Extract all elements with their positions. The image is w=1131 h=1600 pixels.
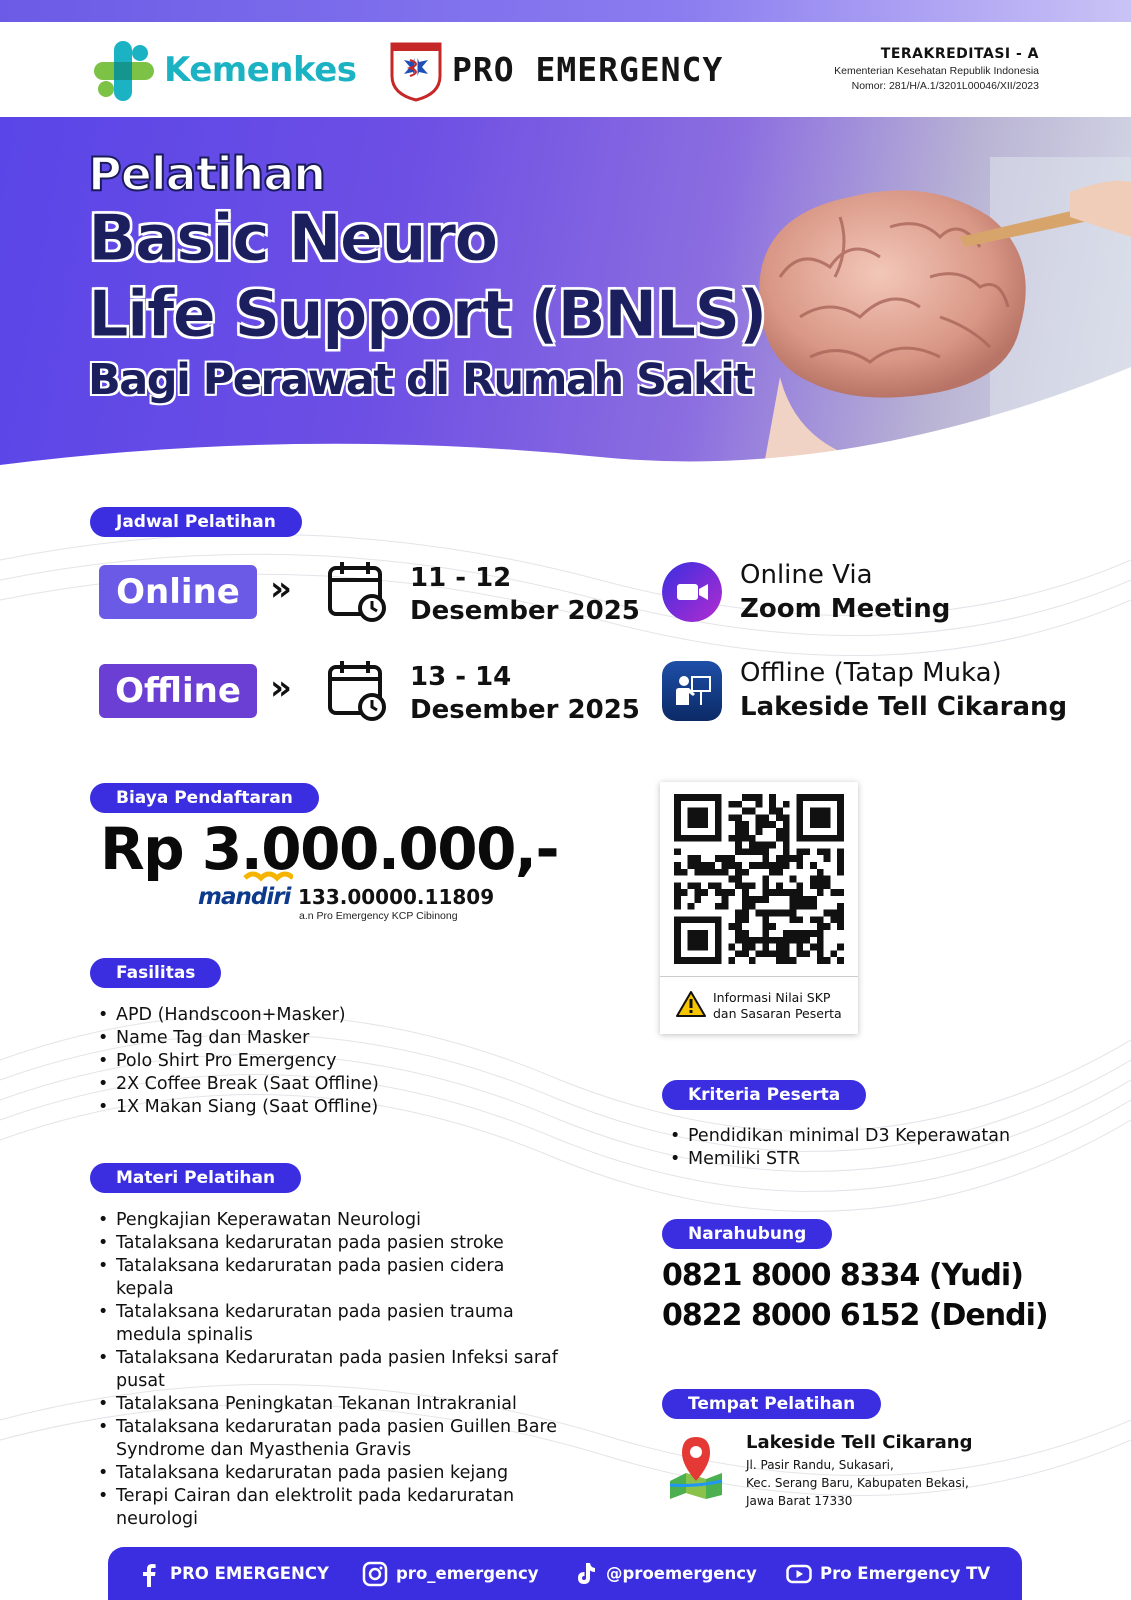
contact-phone-dendi[interactable]: 0822 8000 6152 (Dendi) [662,1298,1048,1333]
place-address [746,1456,969,1510]
qr-divider [660,976,858,977]
criteria-list [670,1125,1070,1171]
list-item: • Pengkajian Keperawatan Neurologi [98,1209,560,1232]
offline-mode-box: Offline [99,664,257,718]
qr-card[interactable] [660,782,858,1034]
title-life-support: Life Support (BNLS) [88,278,766,352]
place-label: Tempat Pelatihan [662,1389,881,1419]
youtube-handle: Pro Emergency TV [820,1564,991,1583]
top-strip [0,0,1131,22]
offline-venue-line2: Lakeside Tell Cikarang [740,692,1068,722]
place-name: Lakeside Tell Cikarang [746,1432,973,1453]
youtube-link[interactable] [786,1561,990,1587]
facebook-link[interactable] [136,1561,329,1587]
calendar-clock-icon [326,659,388,721]
facilities-list [98,1004,518,1119]
facebook-handle: PRO EMERGENCY [170,1564,329,1583]
list-item: • 2X Coffee Break (Saat Offline) [98,1073,518,1096]
fee-amount: Rp 3.000.000,- [100,815,559,883]
online-venue-line1: Online Via [740,560,873,590]
list-item: • Tatalaksana kedaruratan pada pasien Guillen Bare Syndrome dan Myasthenia Gravis [98,1416,560,1462]
accreditation-block [834,46,1039,92]
list-item: • Memiliki STR [670,1148,1070,1171]
instagram-link[interactable] [362,1561,539,1587]
offline-chevron: » [270,668,292,708]
social-footer [108,1547,1022,1600]
accreditation-body: Kementerian Kesehatan Republik Indonesia [834,65,1039,77]
offline-day-range: 13 - 14 [410,662,512,692]
tiktok-icon [572,1561,598,1587]
online-chevron: » [270,569,292,609]
list-item: • Terapi Cairan dan elektrolit pada kedaruratan neurologi [98,1485,560,1531]
online-mode-box: Online [99,565,257,619]
pro-emergency-logo-icon [388,40,444,102]
accreditation-number: Nomor: 281/H/A.1/3201L00046/XII/2023 [851,80,1039,92]
youtube-icon [786,1561,812,1587]
qr-code-icon[interactable] [674,794,844,964]
calendar-clock-icon [326,560,388,622]
offline-venue-line1: Offline (Tatap Muka) [740,658,1002,688]
pro-emergency-wordmark: PRO EMERGENCY [452,50,724,89]
materials-label: Materi Pelatihan [90,1163,301,1193]
tiktok-handle: @proemergency [606,1564,757,1583]
bank-name: mandiri [198,884,291,910]
schedule-label: Jadwal Pelatihan [90,507,302,537]
online-dates [410,562,640,628]
account-name: a.n Pro Emergency KCP Cibinong [299,910,458,922]
accreditation-title: TERAKREDITASI - A [880,46,1039,62]
title-pelatihan: Pelatihan [88,147,326,201]
online-venue-line2: Zoom Meeting [740,594,951,624]
kemenkes-logo-icon [92,39,156,103]
facebook-icon [136,1561,162,1587]
warning-icon [676,990,706,1018]
title-basic-neuro: Basic Neuro [88,202,497,276]
hero-title [88,147,766,407]
account-number: 133.00000.11809 [298,885,495,909]
criteria-label: Kriteria Peserta [662,1080,866,1110]
list-item: • Polo Shirt Pro Emergency [98,1050,518,1073]
qr-caption [713,990,842,1022]
presentation-icon [662,661,722,721]
list-item: • Tatalaksana Peningkatan Tekanan Intrakranial [98,1393,560,1416]
kemenkes-wordmark: Kemenkes [164,50,357,90]
instagram-handle: pro_emergency [396,1564,539,1583]
list-item: • 1X Makan Siang (Saat Offline) [98,1096,518,1119]
tiktok-link[interactable] [572,1561,757,1587]
contact-label: Narahubung [662,1219,832,1249]
materials-list [98,1209,560,1531]
list-item: • Tatalaksana kedaruratan pada pasien trauma medula spinalis [98,1301,560,1347]
contact-phone-yudi[interactable]: 0821 8000 8334 (Yudi) [662,1258,1023,1293]
zoom-camera-icon [662,562,722,622]
header [0,22,1131,117]
qr-caption-line2: dan Sasaran Peserta [713,1006,842,1021]
list-item: • Tatalaksana Kedaruratan pada pasien Infeksi saraf pusat [98,1347,560,1393]
list-item: • Pendidikan minimal D3 Keperawatan [670,1125,1070,1148]
online-month: Desember 2025 [410,596,640,626]
online-day-range: 11 - 12 [410,563,512,593]
offline-dates [410,661,640,727]
facilities-label: Fasilitas [90,958,221,988]
place-address-line3: Jawa Barat 17330 [746,1494,853,1508]
list-item: • Tatalaksana kedaruratan pada pasien stroke [98,1232,560,1255]
place-address-line1: Jl. Pasir Randu, Sukasari, [746,1458,894,1472]
qr-caption-line1: Informasi Nilai SKP [713,990,831,1005]
qr-modules [674,794,844,964]
instagram-icon [362,1561,388,1587]
place-address-line2: Kec. Serang Baru, Kabupaten Bekasi, [746,1476,969,1490]
list-item: • Name Tag dan Masker [98,1027,518,1050]
list-item: • Tatalaksana kedaruratan pada pasien kejang [98,1462,560,1485]
list-item: • Tatalaksana kedaruratan pada pasien cidera kepala [98,1255,560,1301]
fee-label: Biaya Pendaftaran [90,783,319,813]
list-item: • APD (Handscoon+Masker) [98,1004,518,1027]
offline-month: Desember 2025 [410,695,640,725]
map-pin-icon [666,1435,726,1499]
title-target: Bagi Perawat di Rumah Sakit [88,355,753,405]
